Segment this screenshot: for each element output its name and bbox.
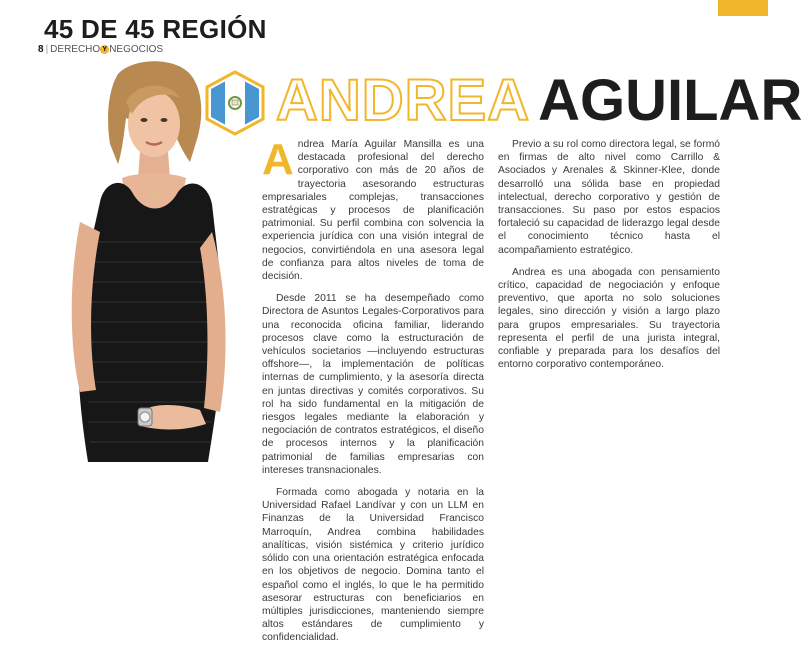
folio: 8 | DERECHO Y NEGOCIOS — [38, 44, 164, 55]
article-column-1 — [262, 135, 484, 654]
article-paragraph-5: Andrea es una abogada con pensamiento crítico, capacidad de negociación y enfoque preventivo, que aporta no solo soluciones legales, sino dirección y visión a largo plazo para grupos empresariales. Su trayectoria representa el perfil de una jurista integral, confiable y preparada para los desafíos del entorno corporativo contemporáneo. — [498, 266, 720, 371]
article-paragraph-1: Andrea María Aguilar Mansilla es una destacada profesional del derecho corporativo con más de 20 años de trayectoria asesorando estructuras empresariales complejas, transacciones estratégicas y procesos de planificación patrimonial. Su perfil combina con solvencia la experiencia jurídica con una visión integral de negocios, convirtiéndola en una asesora legal de confianza para altos niveles de toma de decisión. — [262, 135, 484, 283]
drop-cap: A — [262, 135, 294, 184]
publication-name-right: NEGOCIOS — [109, 44, 164, 55]
article-column-2 — [498, 138, 720, 380]
headline-first-name: ANDREA — [276, 68, 531, 133]
headline-name — [276, 66, 802, 136]
page-number: 8 — [38, 44, 44, 55]
publication-name-left: DERECHO — [50, 44, 101, 55]
article-paragraph-2: Desde 2011 se ha desempeñado como Directora de Asuntos Legales-Corporativos para una reconocida oficina familiar, liderando procesos clave como la estructuración de vehículos societarios —incluyendo estructuras offshore—, la implementación de políticas internas de cumplimiento, y la asesoría directa en juntas directivas y comités corporativos. Su rol ha sido fundamental en la mitigación de riesgos legales mediante la elaboración y negociación de contratos estratégicos, el diseño de procesos internos y la planificación patrimonial de familias empresarias con intereses transnacionales. — [262, 293, 484, 476]
publication-amp-badge: Y — [100, 45, 109, 54]
article-paragraph-4: Previo a su rol como directora legal, se formó en firmas de alto nivel como Carrillo & Asociados y Arenales & Skinner-Klee, donde desarrolló una sólida base en propiedad intelectual, derecho corporativo y gestión de transacciones. Su paso por estos espacios fortaleció su capacidad de liderazgo legal desde el conocimiento técnico hasta el acompañamiento estratégico. — [498, 139, 720, 256]
accent-bar — [718, 0, 768, 16]
article-paragraph-3: Formada como abogada y notaria en la Universidad Rafael Landívar y con un LLM en Finanzas de la Universidad Francisco Marroquín, Andrea combina habilidades analíticas, visión sistémica y criterio jurídico sólido con una orientación estratégica enfocada en los objetivos de negocio. Domina tanto el español como el inglés, lo que le ha permitido asesorar estructuras con beneficiarios en múltiples jurisdicciones, manteniendo siempre altos estándares de cumplimiento y confidencialidad. — [262, 487, 484, 644]
guatemala-flag-icon — [204, 70, 266, 136]
section-title: 45 DE 45 REGIÓN — [44, 14, 267, 44]
headline-last-name: AGUILAR — [538, 68, 802, 133]
